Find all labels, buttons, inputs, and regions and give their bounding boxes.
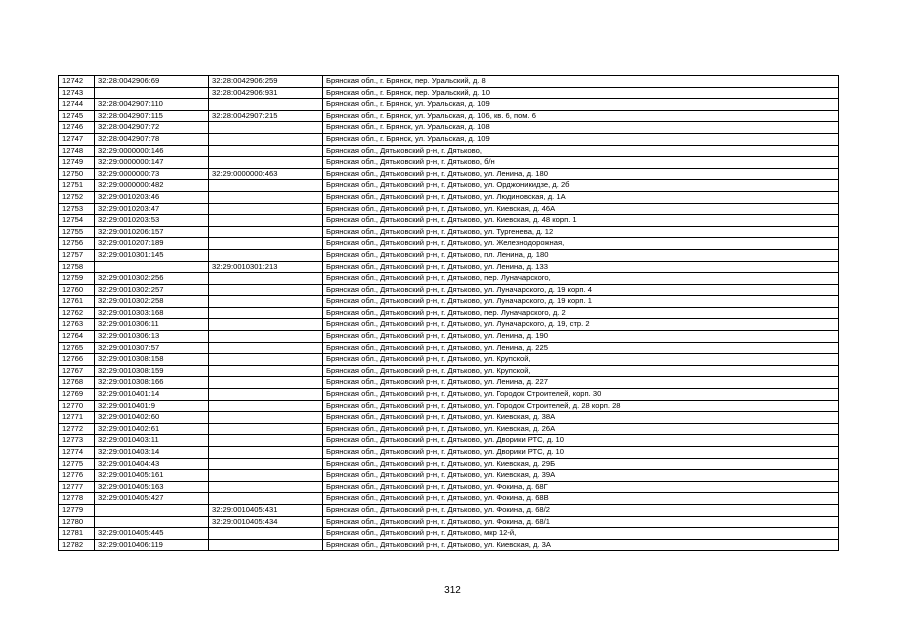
row-number-cell: 12776 [59,470,95,482]
table-row [59,191,839,203]
registry-table [58,75,839,551]
related-cadastral-number-cell [209,122,323,134]
related-cadastral-number-cell [209,412,323,424]
row-number-cell: 12744 [59,99,95,111]
address-cell: Брянская обл., Дятьковский р-н, г. Дятьково, ул. Ленина, д. 225 [323,342,839,354]
table-row [59,447,839,459]
table-row [59,76,839,88]
cadastral-number-cell: 32:29:0010301:145 [95,249,209,261]
address-cell: Брянская обл., Дятьковский р-н, г. Дятьково, ул. Железнодорожная, [323,238,839,250]
related-cadastral-number-cell: 32:29:0010405:434 [209,516,323,528]
related-cadastral-number-cell: 32:29:0010405:431 [209,504,323,516]
related-cadastral-number-cell [209,528,323,540]
address-cell: Брянская обл., Дятьковский р-н, г. Дятьково, ул. Фокина, д. 68В [323,493,839,505]
table-row [59,261,839,273]
cadastral-number-cell: 32:29:0010406:119 [95,539,209,551]
table-row [59,458,839,470]
cadastral-number-cell: 32:29:0000000:482 [95,180,209,192]
row-number-cell: 12749 [59,157,95,169]
address-cell: Брянская обл., Дятьковский р-н, г. Дятьково, ул. Фокина, д. 68Г [323,481,839,493]
cadastral-number-cell: 32:29:0010206:157 [95,226,209,238]
cadastral-number-cell: 32:28:0042907:72 [95,122,209,134]
cadastral-number-cell: 32:28:0042906:69 [95,76,209,88]
cadastral-number-cell: 32:29:0000000:147 [95,157,209,169]
table-row [59,215,839,227]
related-cadastral-number-cell: 32:28:0042906:259 [209,76,323,88]
related-cadastral-number-cell [209,191,323,203]
address-cell: Брянская обл., Дятьковский р-н, г. Дятьково, мкр 12-й, [323,528,839,540]
cadastral-number-cell: 32:29:0010306:13 [95,331,209,343]
cadastral-number-cell: 32:29:0000000:146 [95,145,209,157]
related-cadastral-number-cell [209,377,323,389]
cadastral-number-cell: 32:29:0010402:60 [95,412,209,424]
address-cell: Брянская обл., г. Брянск, ул. Уральская, д. 109 [323,133,839,145]
table-row [59,331,839,343]
row-number-cell: 12767 [59,365,95,377]
table-row [59,87,839,99]
row-number-cell: 12777 [59,481,95,493]
row-number-cell: 12761 [59,296,95,308]
address-cell: Брянская обл., Дятьковский р-н, г. Дятьково, ул. Дворики РТС, д. 10 [323,447,839,459]
row-number-cell: 12770 [59,400,95,412]
related-cadastral-number-cell [209,215,323,227]
address-cell: Брянская обл., г. Брянск, ул. Уральская, д. 106, кв. 6, пом. 6 [323,110,839,122]
cadastral-number-cell: 32:29:0010403:14 [95,447,209,459]
table-row [59,354,839,366]
related-cadastral-number-cell [209,365,323,377]
related-cadastral-number-cell [209,180,323,192]
table-row [59,400,839,412]
cadastral-number-cell: 32:29:0000000:73 [95,168,209,180]
related-cadastral-number-cell [209,226,323,238]
address-cell: Брянская обл., Дятьковский р-н, г. Дятьково, [323,145,839,157]
page-number: 312 [444,585,461,596]
table-row [59,516,839,528]
row-number-cell: 12766 [59,354,95,366]
address-cell: Брянская обл., Дятьковский р-н, г. Дятьково, ул. Луначарского, д. 19, стр. 2 [323,319,839,331]
cadastral-number-cell: 32:29:0010302:258 [95,296,209,308]
related-cadastral-number-cell: 32:28:0042907:215 [209,110,323,122]
cadastral-number-cell: 32:29:0010308:166 [95,377,209,389]
table-row [59,145,839,157]
related-cadastral-number-cell [209,133,323,145]
related-cadastral-number-cell [209,354,323,366]
table-row [59,284,839,296]
cadastral-number-cell: 32:29:0010405:445 [95,528,209,540]
cadastral-number-cell: 32:29:0010207:189 [95,238,209,250]
table-row [59,342,839,354]
row-number-cell: 12773 [59,435,95,447]
address-cell: Брянская обл., г. Брянск, пер. Уральский, д. 8 [323,76,839,88]
related-cadastral-number-cell [209,481,323,493]
address-cell: Брянская обл., г. Брянск, пер. Уральский, д. 10 [323,87,839,99]
row-number-cell: 12764 [59,331,95,343]
table-row [59,493,839,505]
table-row [59,99,839,111]
row-number-cell: 12747 [59,133,95,145]
row-number-cell: 12781 [59,528,95,540]
address-cell: Брянская обл., Дятьковский р-н, г. Дятьково, ул. Киевская, д. 46А [323,203,839,215]
table-row [59,122,839,134]
row-number-cell: 12760 [59,284,95,296]
row-number-cell: 12752 [59,191,95,203]
row-number-cell: 12768 [59,377,95,389]
address-cell: Брянская обл., Дятьковский р-н, г. Дятьково, ул. Ленина, д. 180 [323,168,839,180]
address-cell: Брянская обл., Дятьковский р-н, г. Дятьково, ул. Фокина, д. 68/2 [323,504,839,516]
row-number-cell: 12743 [59,87,95,99]
cadastral-number-cell [95,516,209,528]
row-number-cell: 12765 [59,342,95,354]
related-cadastral-number-cell [209,273,323,285]
address-cell: Брянская обл., Дятьковский р-н, г. Дятьково, пл. Ленина, д. 180 [323,249,839,261]
row-number-cell: 12751 [59,180,95,192]
table-row [59,157,839,169]
cadastral-number-cell: 32:29:0010308:158 [95,354,209,366]
related-cadastral-number-cell [209,203,323,215]
cadastral-number-cell: 32:29:0010405:427 [95,493,209,505]
cadastral-number-cell: 32:29:0010302:256 [95,273,209,285]
cadastral-number-cell: 32:29:0010401:14 [95,389,209,401]
address-cell: Брянская обл., Дятьковский р-н, г. Дятьково, ул. Киевская, д. 29Б [323,458,839,470]
table-row [59,423,839,435]
table-row [59,296,839,308]
address-cell: Брянская обл., Дятьковский р-н, г. Дятьково, ул. Киевская, д. 48 корп. 1 [323,215,839,227]
row-number-cell: 12771 [59,412,95,424]
related-cadastral-number-cell [209,249,323,261]
cadastral-number-cell: 32:29:0010306:11 [95,319,209,331]
cadastral-number-cell: 32:29:0010308:159 [95,365,209,377]
row-number-cell: 12780 [59,516,95,528]
table-row [59,238,839,250]
related-cadastral-number-cell [209,470,323,482]
related-cadastral-number-cell [209,423,323,435]
row-number-cell: 12782 [59,539,95,551]
address-cell: Брянская обл., Дятьковский р-н, г. Дятьково, ул. Киевская, д. 39А [323,470,839,482]
related-cadastral-number-cell [209,238,323,250]
table-row [59,435,839,447]
table-row [59,168,839,180]
related-cadastral-number-cell [209,435,323,447]
related-cadastral-number-cell [209,157,323,169]
table-row [59,110,839,122]
cadastral-number-cell: 32:29:0010405:163 [95,481,209,493]
row-number-cell: 12757 [59,249,95,261]
address-cell: Брянская обл., Дятьковский р-н, г. Дятьково, ул. Крупской, [323,365,839,377]
row-number-cell: 12775 [59,458,95,470]
address-cell: Брянская обл., Дятьковский р-н, г. Дятьково, ул. Людиновская, д. 1А [323,191,839,203]
row-number-cell: 12772 [59,423,95,435]
table-row [59,249,839,261]
row-number-cell: 12763 [59,319,95,331]
cadastral-number-cell: 32:28:0042907:115 [95,110,209,122]
address-cell: Брянская обл., Дятьковский р-н, г. Дятьково, пер. Луначарского, д. 2 [323,307,839,319]
related-cadastral-number-cell [209,99,323,111]
related-cadastral-number-cell [209,319,323,331]
cadastral-number-cell: 32:29:0010203:46 [95,191,209,203]
row-number-cell: 12774 [59,447,95,459]
table-row [59,273,839,285]
cadastral-number-cell: 32:29:0010203:53 [95,215,209,227]
cadastral-number-cell [95,87,209,99]
table-row [59,133,839,145]
row-number-cell: 12754 [59,215,95,227]
address-cell: Брянская обл., Дятьковский р-н, г. Дятьково, ул. Луначарского, д. 19 корп. 4 [323,284,839,296]
row-number-cell: 12748 [59,145,95,157]
address-cell: Брянская обл., Дятьковский р-н, г. Дятьково, ул. Дворики РТС, д. 10 [323,435,839,447]
table-row [59,389,839,401]
cadastral-number-cell: 32:29:0010403:11 [95,435,209,447]
related-cadastral-number-cell [209,284,323,296]
row-number-cell: 12745 [59,110,95,122]
related-cadastral-number-cell [209,493,323,505]
address-cell: Брянская обл., Дятьковский р-н, г. Дятьково, ул. Ленина, д. 133 [323,261,839,273]
registry-table-body [59,76,839,551]
address-cell: Брянская обл., Дятьковский р-н, г. Дятьково, ул. Фокина, д. 68/1 [323,516,839,528]
cadastral-number-cell [95,504,209,516]
address-cell: Брянская обл., Дятьковский р-н, г. Дятьково, ул. Луначарского, д. 19 корп. 1 [323,296,839,308]
address-cell: Брянская обл., Дятьковский р-н, г. Дятьково, пер. Луначарского, [323,273,839,285]
table-row [59,307,839,319]
address-cell: Брянская обл., Дятьковский р-н, г. Дятьково, б/н [323,157,839,169]
cadastral-number-cell: 32:28:0042907:78 [95,133,209,145]
related-cadastral-number-cell: 32:29:0010301:213 [209,261,323,273]
row-number-cell: 12753 [59,203,95,215]
related-cadastral-number-cell [209,447,323,459]
table-row [59,319,839,331]
address-cell: Брянская обл., Дятьковский р-н, г. Дятьково, ул. Тургенева, д. 12 [323,226,839,238]
table-row [59,504,839,516]
table-row [59,226,839,238]
row-number-cell: 12759 [59,273,95,285]
address-cell: Брянская обл., Дятьковский р-н, г. Дятьково, ул. Ленина, д. 190 [323,331,839,343]
related-cadastral-number-cell [209,145,323,157]
cadastral-number-cell: 32:29:0010401:9 [95,400,209,412]
cadastral-number-cell: 32:29:0010302:257 [95,284,209,296]
address-cell: Брянская обл., Дятьковский р-н, г. Дятьково, ул. Городок Строителей, корп. 30 [323,389,839,401]
cadastral-number-cell: 32:29:0010307:57 [95,342,209,354]
row-number-cell: 12755 [59,226,95,238]
table-row [59,481,839,493]
cadastral-number-cell: 32:29:0010404:43 [95,458,209,470]
table-row [59,470,839,482]
address-cell: Брянская обл., г. Брянск, ул. Уральская, д. 108 [323,122,839,134]
table-row [59,412,839,424]
row-number-cell: 12769 [59,389,95,401]
address-cell: Брянская обл., Дятьковский р-н, г. Дятьково, ул. Киевская, д. 3А [323,539,839,551]
related-cadastral-number-cell [209,296,323,308]
related-cadastral-number-cell [209,539,323,551]
related-cadastral-number-cell [209,400,323,412]
cadastral-number-cell: 32:29:0010303:168 [95,307,209,319]
cadastral-number-cell: 32:29:0010405:161 [95,470,209,482]
address-cell: Брянская обл., Дятьковский р-н, г. Дятьково, ул. Крупской, [323,354,839,366]
related-cadastral-number-cell: 32:28:0042906:931 [209,87,323,99]
related-cadastral-number-cell [209,331,323,343]
table-row [59,539,839,551]
row-number-cell: 12778 [59,493,95,505]
related-cadastral-number-cell [209,342,323,354]
related-cadastral-number-cell [209,458,323,470]
row-number-cell: 12742 [59,76,95,88]
table-row [59,203,839,215]
row-number-cell: 12746 [59,122,95,134]
row-number-cell: 12756 [59,238,95,250]
row-number-cell: 12779 [59,504,95,516]
table-row [59,365,839,377]
table-row [59,180,839,192]
cadastral-number-cell: 32:28:0042907:110 [95,99,209,111]
table-row [59,377,839,389]
row-number-cell: 12750 [59,168,95,180]
related-cadastral-number-cell: 32:29:0000000:463 [209,168,323,180]
table-row [59,528,839,540]
row-number-cell: 12762 [59,307,95,319]
address-cell: Брянская обл., Дятьковский р-н, г. Дятьково, ул. Ленина, д. 227 [323,377,839,389]
related-cadastral-number-cell [209,307,323,319]
address-cell: Брянская обл., г. Брянск, ул. Уральская, д. 109 [323,99,839,111]
cadastral-number-cell: 32:29:0010203:47 [95,203,209,215]
related-cadastral-number-cell [209,389,323,401]
address-cell: Брянская обл., Дятьковский р-н, г. Дятьково, ул. Городок Строителей, д. 28 корп. 28 [323,400,839,412]
address-cell: Брянская обл., Дятьковский р-н, г. Дятьково, ул. Орджоникидзе, д. 2б [323,180,839,192]
cadastral-number-cell: 32:29:0010402:61 [95,423,209,435]
address-cell: Брянская обл., Дятьковский р-н, г. Дятьково, ул. Киевская, д. 26А [323,423,839,435]
address-cell: Брянская обл., Дятьковский р-н, г. Дятьково, ул. Киевская, д. 38А [323,412,839,424]
cadastral-number-cell [95,261,209,273]
row-number-cell: 12758 [59,261,95,273]
